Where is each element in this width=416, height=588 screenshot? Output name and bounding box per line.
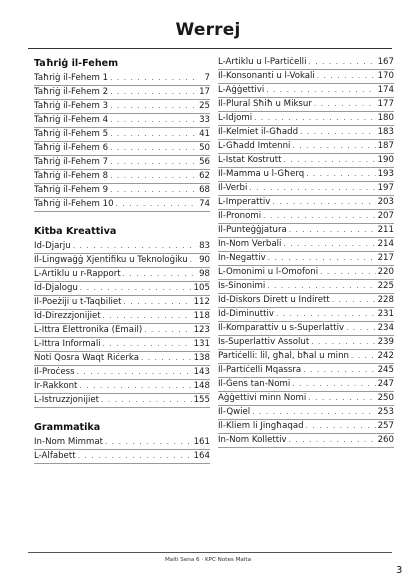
toc-right-column: [218, 56, 394, 448]
toc-entry[interactable]: [218, 56, 394, 70]
toc-dot-leader: [110, 156, 194, 169]
toc-dot-leader: [303, 364, 375, 377]
toc-entry[interactable]: [34, 394, 210, 408]
toc-entry-label: Il-Partiċelli Mqassra: [218, 365, 302, 375]
toc-entry[interactable]: [34, 198, 210, 212]
toc-entry-label: L-Istruzzjonijiet: [34, 395, 100, 405]
toc-entry-label: Il-Pronomi: [218, 211, 262, 221]
toc-entry[interactable]: [218, 140, 394, 154]
toc-dot-leader: [268, 252, 376, 265]
toc-dot-leader: [300, 126, 376, 139]
toc-entry-page: 123: [193, 325, 210, 335]
toc-entry-page: 220: [377, 267, 394, 277]
toc-entry[interactable]: [218, 308, 394, 322]
toc-entry-page: 143: [193, 367, 210, 377]
toc-entry-label: Taħriġ il-Fehem 1: [34, 73, 109, 83]
toc-entry-page: 167: [377, 57, 394, 67]
title-divider: [28, 48, 392, 49]
toc-dot-leader: [252, 406, 375, 419]
toc-entry-label: Il-Ġens tan-Nomi: [218, 379, 291, 389]
toc-dot-leader: [77, 366, 192, 379]
toc-entry-page: 62: [199, 171, 210, 181]
toc-dot-leader: [306, 420, 376, 433]
toc-entry-page: 217: [377, 253, 394, 263]
toc-entry-page: 214: [377, 239, 394, 249]
footer-divider: [28, 552, 392, 553]
toc-entry[interactable]: [218, 280, 394, 294]
toc-section-title: Kitba Kreattiva: [34, 226, 117, 237]
toc-entry-label: Il-Lingwaġġ Xjentifiku u Teknoloġiku: [34, 255, 188, 265]
toc-entry-label: Il-Poeżiji u t-Taqbiliet: [34, 297, 122, 307]
toc-entry-label: Noti Qosra Waqt Riċerka: [34, 353, 139, 363]
toc-entry[interactable]: [34, 240, 210, 254]
toc-entry[interactable]: [34, 352, 210, 366]
toc-dot-leader: [249, 182, 375, 195]
toc-entry[interactable]: [218, 294, 394, 308]
toc-entry-label: Il-Verbi: [218, 183, 248, 193]
toc-entry-page: 239: [377, 337, 394, 347]
toc-entry-label: In-Nom Mimmat: [34, 437, 104, 447]
toc-entry[interactable]: [34, 86, 210, 100]
toc-dot-leader: [289, 434, 376, 447]
toc-entry-page: 190: [377, 155, 394, 165]
toc-entry-label: L-Għadd Imtenni: [218, 141, 291, 151]
toc-entry-label: L-Ittra Elettronika (Email): [34, 325, 143, 335]
toc-entry[interactable]: [34, 114, 210, 128]
toc-dot-leader: [292, 378, 375, 391]
toc-entry[interactable]: [218, 154, 394, 168]
toc-entry-label: L-Idjomi: [218, 113, 253, 123]
toc-dot-leader: [254, 112, 375, 125]
toc-entry[interactable]: [218, 322, 394, 336]
toc-entry[interactable]: [218, 406, 394, 420]
toc-entry[interactable]: [218, 378, 394, 392]
toc-dot-leader: [79, 380, 191, 393]
toc-entry-page: 164: [193, 451, 210, 461]
toc-entry[interactable]: [34, 324, 210, 338]
toc-dot-leader: [317, 70, 376, 83]
toc-entry-label: L-Istat Kostrutt: [218, 155, 282, 165]
toc-dot-leader: [105, 436, 192, 449]
toc-entry-page: 7: [204, 73, 210, 83]
toc-entry[interactable]: [218, 210, 394, 224]
toc-dot-leader: [267, 280, 375, 293]
toc-entry-page: 253: [377, 407, 394, 417]
toc-dot-leader: [306, 168, 375, 181]
toc-entry-label: Aġġettivi minn Nomi: [218, 393, 307, 403]
toc-dot-leader: [78, 450, 192, 463]
toc-dot-leader: [141, 352, 192, 365]
toc-entry-page: 250: [377, 393, 394, 403]
toc-dot-leader: [308, 56, 375, 69]
toc-entry-page: 177: [377, 99, 394, 109]
toc-entry-label: Il-Kelmiet il-Għadd: [218, 127, 299, 137]
toc-dot-leader: [272, 196, 375, 209]
toc-entry-page: 105: [193, 283, 210, 293]
toc-entry-label: Il-Plural Sħiħ u Miksur: [218, 99, 312, 109]
toc-entry-page: 56: [199, 157, 210, 167]
toc-entry-page: 225: [377, 281, 394, 291]
toc-entry-label: Taħriġ il-Fehem 3: [34, 101, 109, 111]
toc-entry-label: Il-Mamma u l-Għerq: [218, 169, 305, 179]
toc-dot-leader: [73, 240, 194, 253]
toc-section: [34, 420, 210, 464]
toc-entry-page: 174: [377, 85, 394, 95]
toc-entry-page: 211: [377, 225, 394, 235]
toc-entry-page: 228: [377, 295, 394, 305]
page-footer: Malti Sena 6 · KPC Notes Malta: [164, 557, 252, 563]
toc-entry[interactable]: [218, 224, 394, 238]
toc-entry[interactable]: [34, 184, 210, 198]
toc-entry-page: 161: [193, 437, 210, 447]
toc-section-title: Taħriġ il-Fehem: [34, 58, 119, 69]
toc-entry-page: 231: [377, 309, 394, 319]
toc-entry-page: 183: [377, 127, 394, 137]
toc-entry[interactable]: [34, 128, 210, 142]
toc-entry[interactable]: [34, 268, 210, 282]
toc-entry[interactable]: [218, 196, 394, 210]
toc-entry-label: Taħriġ il-Fehem 10: [34, 199, 114, 209]
toc-dot-leader: [346, 322, 375, 335]
toc-section-entries: [34, 72, 210, 212]
toc-entry[interactable]: [218, 126, 394, 140]
toc-entry-page: 118: [193, 311, 210, 321]
toc-entry-page: 193: [377, 169, 394, 179]
toc-entry[interactable]: [34, 310, 210, 324]
toc-entry-page: 247: [377, 379, 394, 389]
toc-dot-leader: [284, 154, 376, 167]
toc-entry-label: Id-Djarju: [34, 241, 71, 251]
toc-entry-page: 260: [377, 435, 394, 445]
toc-section: [34, 224, 210, 408]
toc-entry-label: Is-Superlattiv Assolut: [218, 337, 310, 347]
toc-entry-label: Taħriġ il-Fehem 7: [34, 157, 109, 167]
toc-entry[interactable]: [34, 100, 210, 114]
toc-entry-page: 25: [199, 101, 210, 111]
toc-left-column: [34, 56, 210, 464]
toc-entry[interactable]: [218, 112, 394, 126]
toc-entry-page: 170: [377, 71, 394, 81]
toc-dot-leader: [266, 84, 375, 97]
toc-entry[interactable]: [218, 350, 394, 364]
toc-dot-leader: [263, 210, 375, 223]
toc-entry[interactable]: [218, 168, 394, 182]
toc-entry[interactable]: [218, 364, 394, 378]
toc-entry[interactable]: [34, 254, 210, 268]
toc-entry-label: In-Negattiv: [218, 253, 266, 263]
toc-entry-label: Id-Diskors Dirett u Indirett: [218, 295, 330, 305]
toc-entry-label: L-Ittra Informali: [34, 339, 101, 349]
toc-entry-page: 242: [377, 351, 394, 361]
toc-dot-leader: [110, 170, 194, 183]
toc-entry-page: 98: [199, 269, 210, 279]
toc-dot-leader: [110, 128, 194, 141]
toc-entry-page: 50: [199, 143, 210, 153]
toc-dot-leader: [144, 324, 191, 337]
toc-dot-leader: [110, 142, 194, 155]
toc-entry-page: 257: [377, 421, 394, 431]
toc-entry-page: 197: [377, 183, 394, 193]
toc-entry[interactable]: [218, 84, 394, 98]
toc-entry-page: 203: [377, 197, 394, 207]
toc-entry[interactable]: [218, 392, 394, 406]
toc-entry[interactable]: [34, 282, 210, 296]
toc-entry-label: Taħriġ il-Fehem 5: [34, 129, 109, 139]
toc-dot-leader: [110, 114, 194, 127]
toc-entry-page: 112: [193, 297, 210, 307]
toc-entry-label: Taħriġ il-Fehem 8: [34, 171, 109, 181]
toc-section-entries: [34, 436, 210, 464]
toc-dot-leader: [308, 392, 375, 405]
toc-entry[interactable]: [34, 156, 210, 170]
toc-entry-label: Taħriġ il-Fehem 2: [34, 87, 109, 97]
toc-dot-leader: [103, 310, 192, 323]
toc-dot-leader: [80, 282, 192, 295]
toc-entry-label: Taħriġ il-Fehem 6: [34, 143, 109, 153]
toc-entry-page: 180: [377, 113, 394, 123]
toc-entry-label: Taħriġ il-Fehem 9: [34, 185, 109, 195]
toc-dot-leader: [110, 72, 194, 85]
toc-entry-label: Is-Sinonimi: [218, 281, 266, 291]
toc-entry-label: L-Imperattiv: [218, 197, 271, 207]
toc-entry-label: L-Alfabett: [34, 451, 76, 461]
toc-entry-page: 138: [193, 353, 210, 363]
toc-entry-label: Id-Direzzjonijiet: [34, 311, 101, 321]
toc-entry-page: 17: [199, 87, 210, 97]
toc-dot-leader: [276, 308, 376, 321]
toc-entry[interactable]: [34, 436, 210, 450]
toc-dot-leader: [283, 238, 375, 251]
toc-entry-label: L-Aġġettivi: [218, 85, 265, 95]
toc-entry-page: 148: [193, 381, 210, 391]
toc-entry[interactable]: [34, 72, 210, 86]
toc-entry[interactable]: [218, 238, 394, 252]
toc-entry-label: In-Nom Verbali: [218, 239, 282, 249]
toc-dot-leader: [110, 86, 194, 99]
toc-entry-label: Il-Punteġġjatura: [218, 225, 287, 235]
toc-entry-page: 33: [199, 115, 210, 125]
toc-entry[interactable]: [218, 434, 394, 448]
toc-entry[interactable]: [34, 296, 210, 310]
toc-dot-leader: [101, 394, 192, 407]
toc-entry[interactable]: [34, 142, 210, 156]
toc-entry[interactable]: [218, 182, 394, 196]
toc-dot-leader: [311, 336, 375, 349]
toc-dot-leader: [116, 198, 194, 211]
toc-entry[interactable]: [34, 170, 210, 184]
toc-entry-label: L-Artiklu u l-Partiċelli: [218, 57, 307, 67]
toc-dot-leader: [332, 294, 376, 307]
toc-entry-page: 155: [193, 395, 210, 405]
toc-entry[interactable]: [218, 252, 394, 266]
toc-dot-leader: [320, 266, 375, 279]
toc-dot-leader: [110, 184, 194, 197]
toc-entry-page: 74: [199, 199, 210, 209]
toc-entry[interactable]: [34, 338, 210, 352]
toc-entry-page: 41: [199, 129, 210, 139]
toc-entry-page: 187: [377, 141, 394, 151]
toc-entry-label: Il-Proċess: [34, 367, 75, 377]
toc-dot-leader: [124, 296, 192, 309]
toc-entry-label: Il-Kliem li Jingħaqad: [218, 421, 304, 431]
toc-entry-label: Id-Djalogu: [34, 283, 78, 293]
toc-entry-label: Il-Konsonanti u l-Vokali: [218, 71, 315, 81]
toc-section: [34, 56, 210, 212]
toc-entry[interactable]: [34, 450, 210, 464]
toc-entry-page: 90: [199, 255, 210, 265]
toc-entry[interactable]: [218, 336, 394, 350]
toc-entry-label: Id-Diminuttiv: [218, 309, 274, 319]
toc-entry[interactable]: [218, 70, 394, 84]
toc-entry-page: 245: [377, 365, 394, 375]
toc-entry-label: Il-Komparattiv u s-Superlattiv: [218, 323, 345, 333]
toc-entry-label: Ir-Rakkont: [34, 381, 78, 391]
toc-entry[interactable]: [34, 366, 210, 380]
toc-dot-leader: [292, 140, 375, 153]
toc-dot-leader: [103, 338, 192, 351]
toc-entry-label: In-Nom Kollettiv: [218, 435, 287, 445]
toc-entry-label: Partiċelli: lil, għal, bħal u minn: [218, 351, 349, 361]
toc-entry-label: L-Artiklu u r-Rapport: [34, 269, 121, 279]
page-title: Werrej: [175, 20, 241, 40]
toc-dot-leader: [351, 350, 376, 363]
toc-entry-label: Taħriġ il-Fehem 4: [34, 115, 109, 125]
toc-entry-page: 234: [377, 323, 394, 333]
toc-entry[interactable]: [34, 380, 210, 394]
toc-entry[interactable]: [218, 98, 394, 112]
toc-entry[interactable]: [218, 420, 394, 434]
toc-right-entries: [218, 56, 394, 448]
toc-dot-leader: [123, 268, 194, 281]
toc-dot-leader: [289, 224, 376, 237]
toc-entry-page: 68: [199, 185, 210, 195]
toc-dot-leader: [110, 100, 194, 113]
toc-entry[interactable]: [218, 266, 394, 280]
toc-entry-page: 83: [199, 241, 210, 251]
toc-dot-leader: [314, 98, 376, 111]
toc-entry-label: Il-Qwiel: [218, 407, 251, 417]
toc-section-entries: [34, 240, 210, 408]
toc-section-title: Grammatika: [34, 422, 101, 433]
toc-entry-label: L-Omonimi u l-Omofoni: [218, 267, 319, 277]
toc-entry-page: 131: [193, 339, 210, 349]
toc-entry-page: 207: [377, 211, 394, 221]
page-number: 3: [396, 565, 403, 576]
